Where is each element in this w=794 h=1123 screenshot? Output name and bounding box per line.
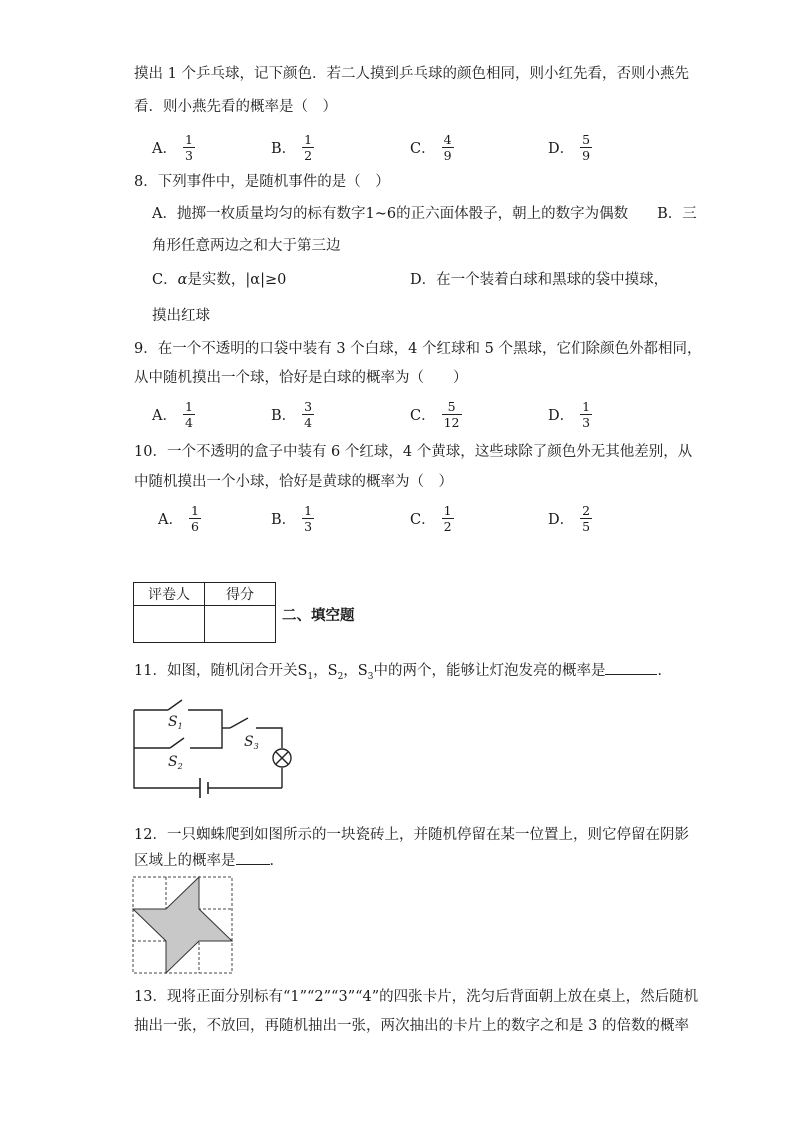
fraction: $\frac{1}{3}$ — [183, 132, 195, 163]
q8-option-d-line1: D．在一个装着白球和黑球的袋中摸球， — [410, 272, 669, 288]
score-table — [133, 582, 276, 643]
q7-option-d: D． $\frac{5}{9}$ — [548, 127, 592, 167]
switch-s3-label: $S_3$ — [244, 734, 259, 751]
fraction: $\frac{1}{3}$ — [580, 399, 592, 430]
q8-option-a-line1: A．抛掷一枚质量均匀的标有数字1~6的正六面体骰子，朝上的数字为偶数 B．三 — [152, 206, 697, 222]
q13-text-line2: 抽出一张，不放回，再随机抽出一张，两次抽出的卡片上的数字之和是 3 的倍数的概率 — [134, 1018, 689, 1034]
q7-option-a: A． $\frac{1}{3}$ — [152, 127, 195, 167]
q10-text-line2: 中随机摸出一个小球，恰好是黄球的概率为（ ） — [134, 474, 453, 490]
fraction: $\frac{1}{2}$ — [442, 503, 454, 534]
q9-option-a: A． $\frac{1}{4}$ — [152, 394, 195, 434]
q8-stem: 8．下列事件中，是随机事件的是（ ） — [134, 174, 390, 190]
q10-option-d: D． $\frac{2}{5}$ — [548, 498, 592, 538]
fraction: $\frac{5}{9}$ — [580, 132, 592, 163]
q7-text-line2: 看．则小燕先看的概率是（ ） — [134, 99, 337, 115]
shaded-region — [133, 877, 232, 973]
q7-text-line1: 摸出 1 个乒乓球，记下颜色．若二人摸到乒乓球的颜色相同，则小红先看，否则小燕先 — [134, 66, 689, 82]
score-table-grader-cell[interactable] — [134, 606, 205, 643]
q10-option-b: B． $\frac{1}{3}$ — [271, 498, 314, 538]
score-table-header-score: 得分 — [205, 583, 276, 606]
q10-text-line1: 10．一个不透明的盒子中装有 6 个红球，4 个黄球，这些球除了颜色外无其他差别，从 — [134, 444, 693, 460]
q7-option-b: B． $\frac{1}{2}$ — [271, 127, 314, 167]
q8-option-c: C．α是实数，|α|≥0 — [152, 272, 287, 288]
answer-blank[interactable] — [605, 660, 657, 675]
switch-s2-label: $S_2$ — [168, 754, 183, 771]
tile-pinwheel-diagram — [132, 876, 236, 976]
fraction: $\frac{5}{12}$ — [443, 398, 460, 430]
q9-text-line2: 从中随机摸出一个球，恰好是白球的概率为（ ） — [134, 370, 468, 386]
bulb-icon — [273, 749, 291, 767]
fraction: $\frac{2}{5}$ — [580, 503, 592, 534]
switch-s1-label: $S_1$ — [168, 714, 183, 731]
q8-option-d-line2: 摸出红球 — [152, 308, 210, 324]
q12-text-line1: 12．一只蜘蛛爬到如图所示的一块瓷砖上，并随机停留在某一位置上，则它停留在阴影 — [134, 827, 689, 843]
q9-option-c: C． $\frac{5}{12}$ — [410, 398, 460, 430]
fraction: $\frac{1}{6}$ — [189, 503, 201, 534]
q12-text-line2: 区域上的概率是 ． — [134, 850, 284, 871]
q9-option-d: D． $\frac{1}{3}$ — [548, 394, 592, 434]
switch-s1-blade — [168, 700, 182, 710]
circuit-diagram — [130, 694, 310, 804]
score-table-score-cell[interactable] — [205, 606, 276, 643]
q10-option-c: C． $\frac{1}{2}$ — [410, 498, 454, 538]
q11-text: 11．如图，随机闭合开关$S_1$，$S_2$，$S_3$中的两个，能够让灯泡发亮的概率是 ． — [134, 660, 672, 687]
switch-s3-blade — [230, 718, 248, 728]
answer-blank[interactable] — [236, 850, 270, 865]
fraction: $\frac{1}{2}$ — [302, 132, 314, 163]
score-table-header-grader: 评卷人 — [134, 583, 205, 606]
fraction: $\frac{4}{9}$ — [442, 132, 454, 163]
q13-text-line1: 13．现将正面分别标有“1”“2”“3”“4”的四张卡片，洗匀后背面朝上放在桌上，然后随机 — [134, 989, 699, 1005]
fraction: $\frac{3}{4}$ — [302, 399, 314, 430]
q7-option-c: C． $\frac{4}{9}$ — [410, 127, 454, 167]
q9-text-line1: 9．在一个不透明的口袋中装有 3 个白球，4 个红球和 5 个黑球，它们除颜色外都相同， — [134, 341, 702, 357]
fraction: $\frac{1}{4}$ — [183, 399, 195, 430]
q9-option-b: B． $\frac{3}{4}$ — [271, 394, 314, 434]
q10-option-a: A． $\frac{1}{6}$ — [158, 498, 201, 538]
section-title: 二、填空题 — [282, 607, 355, 624]
circuit-wires — [134, 710, 282, 788]
q8-option-a-line2: 角形任意两边之和大于第三边 — [152, 238, 341, 254]
battery-icon — [200, 778, 208, 798]
switch-s2-blade — [170, 738, 184, 748]
fraction: $\frac{1}{3}$ — [302, 503, 314, 534]
